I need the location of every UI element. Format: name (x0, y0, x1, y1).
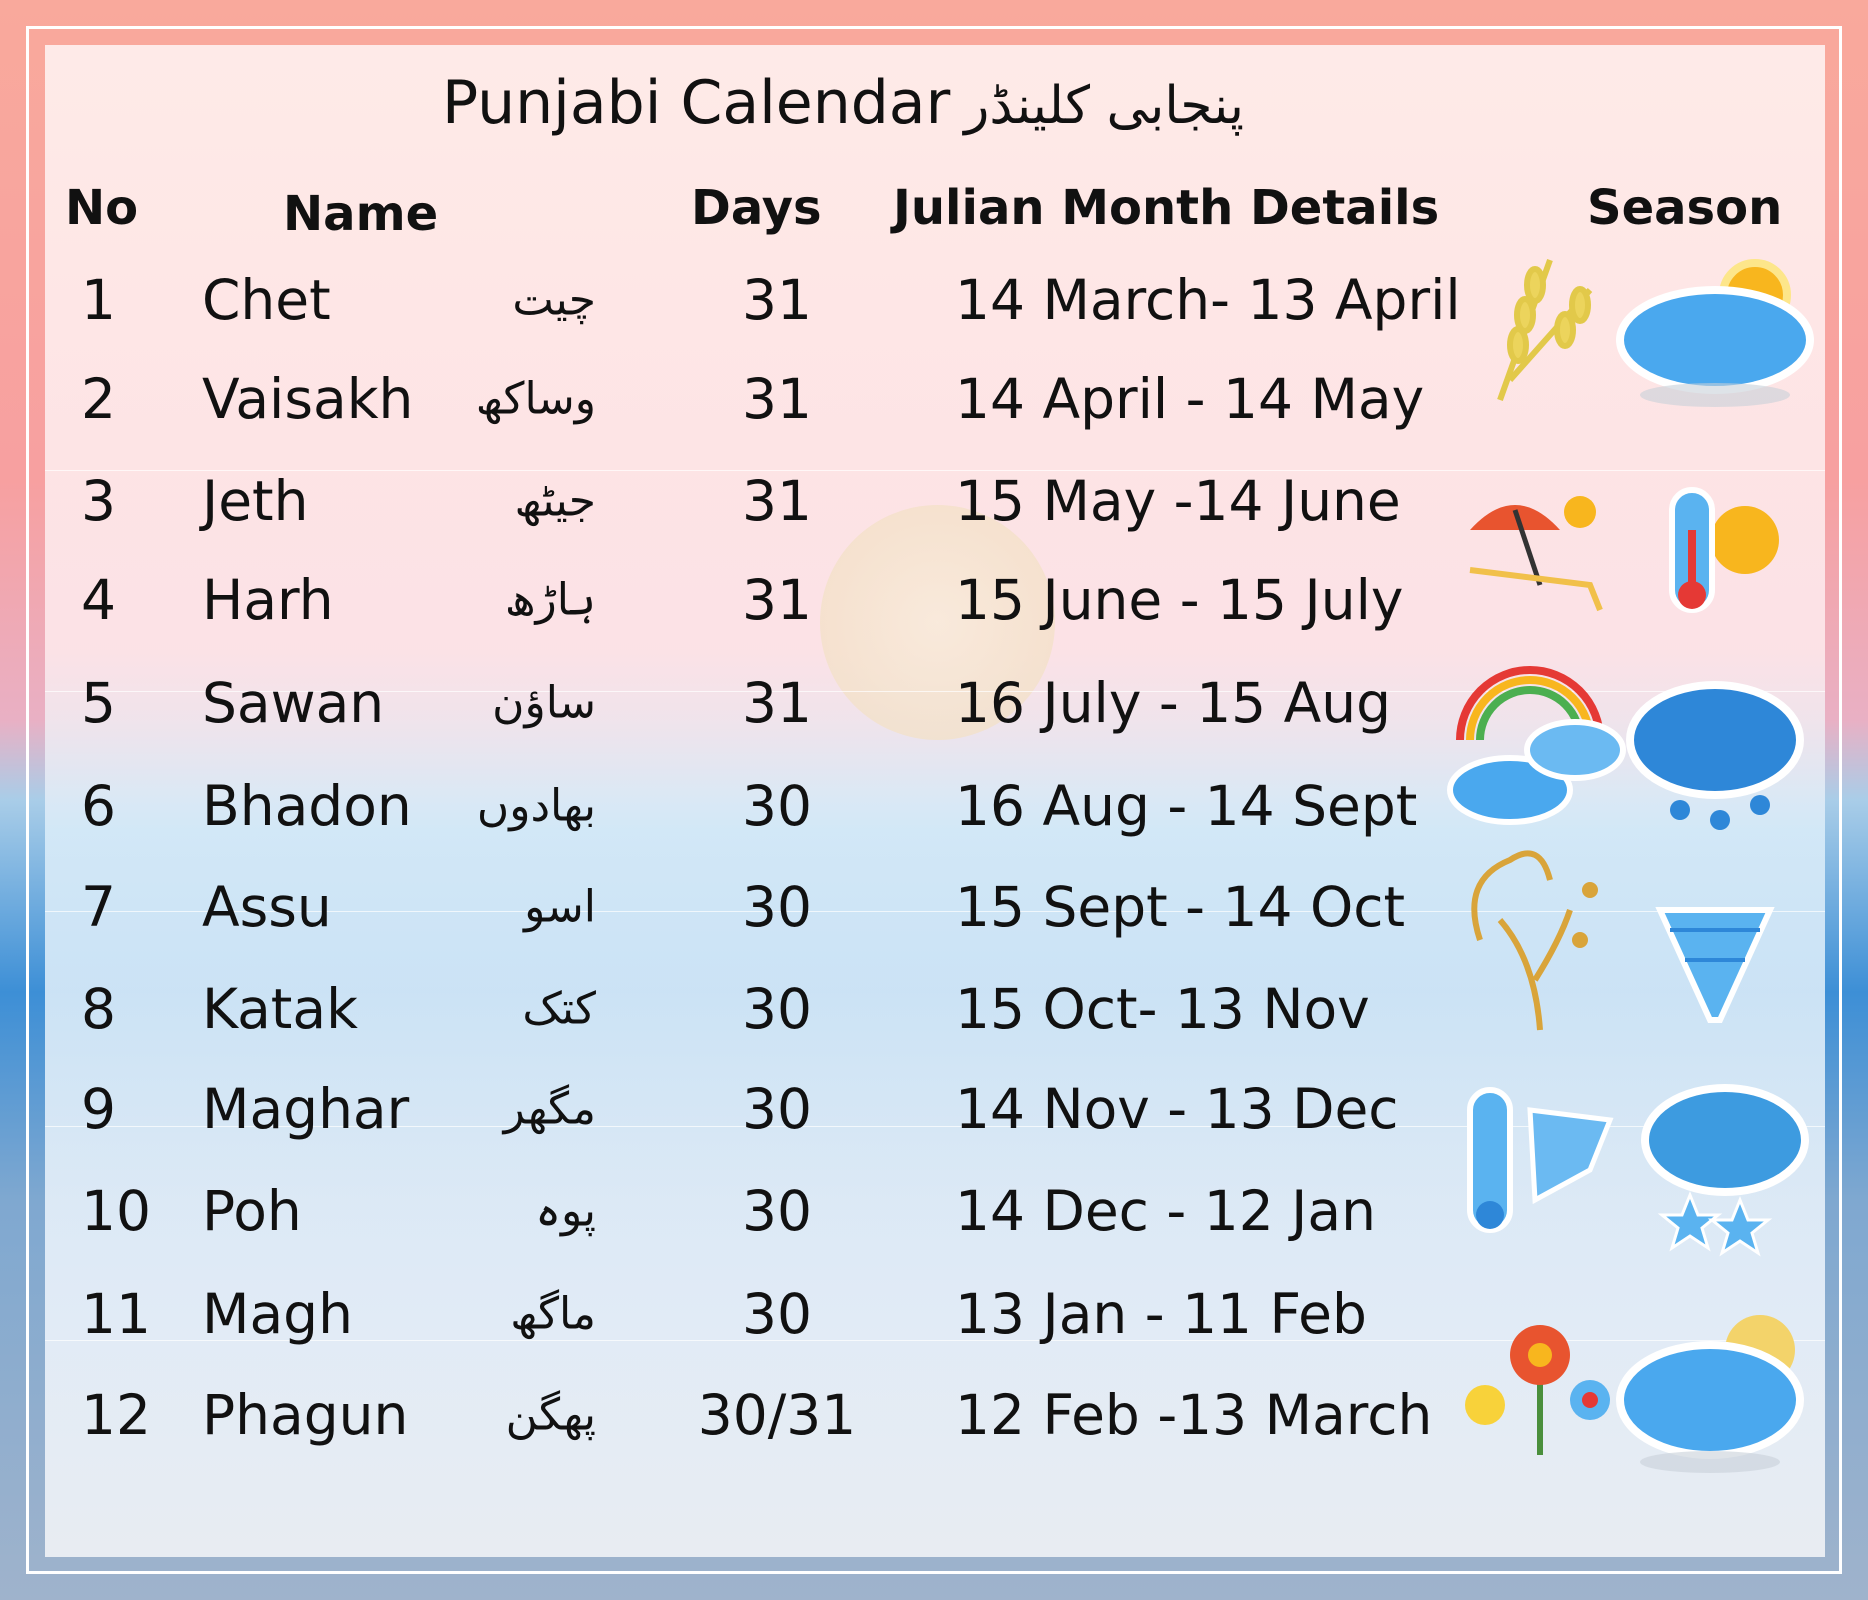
julian-dates: 12 Feb -13 March (955, 1383, 1433, 1447)
month-name-urdu: اسو (524, 881, 596, 933)
month-name: Poh (202, 1179, 302, 1243)
month-days: 31 (742, 367, 812, 431)
julian-dates: 14 Dec - 12 Jan (955, 1179, 1376, 1243)
month-number: 2 (81, 367, 116, 431)
month-name-urdu: جیٹھ (514, 475, 596, 527)
month-number: 8 (81, 977, 116, 1041)
autumn-tree-icon (1474, 853, 1595, 1030)
julian-dates: 13 Jan - 11 Feb (955, 1282, 1367, 1346)
month-days: 30 (742, 1179, 812, 1243)
julian-dates: 14 Nov - 13 Dec (955, 1077, 1399, 1141)
month-number: 9 (81, 1077, 116, 1141)
month-days: 31 (742, 268, 812, 332)
cloud-moon-icon (1620, 1315, 1800, 1473)
thermometer-sun-icon (1672, 490, 1779, 610)
month-name: Chet (202, 268, 331, 332)
header-no: No (65, 180, 139, 236)
month-number: 6 (81, 774, 116, 838)
beach-umbrella-icon (1470, 496, 1600, 610)
month-name-urdu: پوہ (535, 1185, 596, 1237)
month-days: 30 (742, 774, 812, 838)
month-name: Sawan (202, 671, 385, 735)
month-days: 30/31 (697, 1383, 857, 1447)
cloud-sun-icon (1620, 263, 1810, 407)
month-name: Vaisakh (202, 367, 414, 431)
month-name: Phagun (202, 1383, 409, 1447)
month-number: 10 (81, 1179, 151, 1243)
julian-dates: 15 May -14 June (955, 469, 1401, 533)
rainbow-cloud-icon (1450, 670, 1623, 822)
month-name-urdu: بھادوں (476, 780, 596, 832)
title-english: Punjabi Calendar (442, 68, 951, 138)
month-name-urdu: پھگن (505, 1389, 596, 1441)
month-name-urdu: ہاڑھ (504, 574, 596, 626)
month-days: 31 (742, 469, 812, 533)
header-season: Season (1587, 180, 1783, 236)
header-julian: Julian Month Details (893, 180, 1440, 236)
month-name: Maghar (202, 1077, 410, 1141)
month-days: 30 (742, 1077, 812, 1141)
julian-dates: 14 April - 14 May (955, 367, 1425, 431)
month-name: Jeth (202, 469, 309, 533)
header-name: Name (283, 186, 439, 242)
month-name-urdu: ساؤن (492, 677, 596, 729)
title-urdu: پنجابی کلینڈر (964, 76, 1244, 136)
month-name: Katak (202, 977, 358, 1041)
snow-cloud-icon (1645, 1088, 1805, 1253)
month-days: 31 (742, 671, 812, 735)
month-number: 4 (81, 568, 116, 632)
julian-dates: 15 Sept - 14 Oct (955, 875, 1406, 939)
month-number: 1 (81, 268, 116, 332)
wheat-icon (1500, 260, 1590, 400)
month-name-urdu: وساکھ (475, 373, 596, 425)
flowers-icon (1465, 1325, 1610, 1455)
month-days: 31 (742, 568, 812, 632)
month-name-urdu: کتک (522, 983, 596, 1035)
julian-dates: 16 Aug - 14 Sept (955, 774, 1418, 838)
month-name: Bhadon (202, 774, 412, 838)
month-name: Magh (202, 1282, 353, 1346)
julian-dates: 16 July - 15 Aug (955, 671, 1392, 735)
month-days: 30 (742, 1282, 812, 1346)
thermometer-cold-icon (1470, 1090, 1610, 1230)
month-number: 5 (81, 671, 116, 735)
month-name: Harh (202, 568, 334, 632)
month-name: Assu (202, 875, 332, 939)
month-name-urdu: ماگھ (510, 1288, 596, 1340)
month-days: 30 (742, 875, 812, 939)
month-days: 30 (742, 977, 812, 1041)
page-title (442, 68, 1244, 138)
julian-dates: 15 June - 15 July (955, 568, 1404, 632)
month-name-urdu: مگھر (503, 1083, 596, 1135)
month-name-urdu: چیت (512, 274, 596, 326)
month-number: 12 (81, 1383, 151, 1447)
month-number: 3 (81, 469, 116, 533)
julian-dates: 14 March- 13 April (955, 268, 1461, 332)
rain-cloud-icon (1630, 685, 1800, 830)
julian-dates: 15 Oct- 13 Nov (955, 977, 1370, 1041)
month-number: 7 (81, 875, 116, 939)
season-icons (1440, 240, 1820, 1480)
header-days: Days (691, 180, 822, 236)
month-number: 11 (81, 1282, 151, 1346)
tornado-icon (1660, 910, 1770, 1020)
